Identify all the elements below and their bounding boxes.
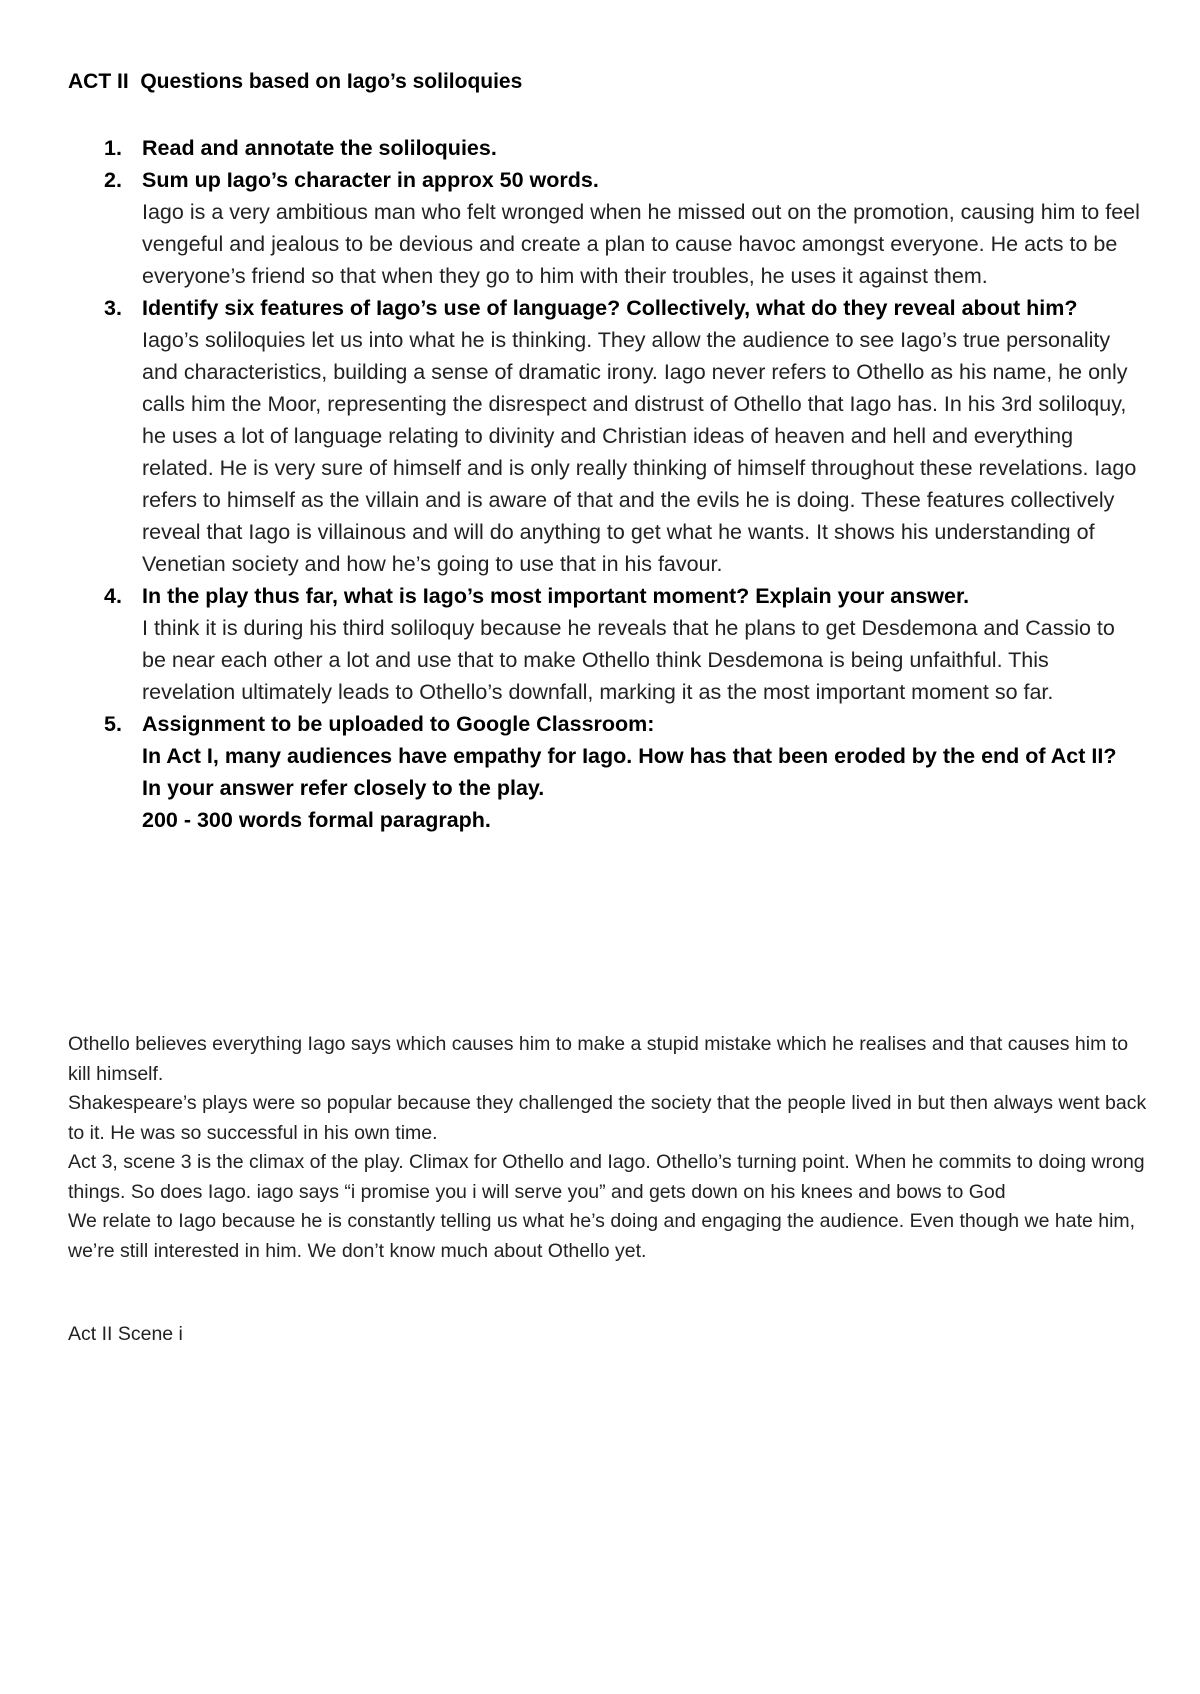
question-number: 4.: [104, 584, 122, 608]
question-list: [0, 132, 1200, 836]
question-item: [0, 580, 1200, 708]
question-prompt: Identify six features of Iago’s use of language? Collectively, what do they reveal about him?: [142, 296, 1078, 320]
answer-text: I think it is during his third soliloquy because he reveals that he plans to get Desdemona and Cassio to be near each other a lot and use that to make Othello think Desdemona is being unfaithful. This revelation ultimately leads to Othello’s downfall, marking it as the most important moment so far.: [142, 616, 1115, 704]
question-number: 3.: [104, 296, 122, 320]
scene-heading: Act II Scene i: [68, 1323, 183, 1345]
note-paragraph: Othello believes everything Iago says which causes him to make a stupid mistake which he realises and that causes him to kill himself.: [68, 1033, 1129, 1085]
answer-text: Iago’s soliloquies let us into what he is thinking. They allow the audience to see Iago’s true personality and characteristics, building a sense of dramatic irony. Iago never refers to Othello as his name, he only calls him the Moor, representing the disrespect and distrust of Othello that Iago has. In his 3rd soliloquy, he uses a lot of language relating to divinity and Christian ideas of heaven and hell and everything related. He is very sure of himself and is only really thinking of himself throughout these revelations. Iago refers to himself as the villain and is aware of that and the evils he is doing. These features collectively reveal that Iago is villainous and will do anything to get what he wants. It shows his understanding of Venetian society and how he’s going to use that in his favour.: [142, 328, 1137, 576]
question-number: 1.: [104, 136, 122, 160]
question-prompt: In the play thus far, what is Iago’s most important moment? Explain your answer.: [142, 584, 970, 608]
question-item: [0, 164, 1200, 292]
page-title: ACT II Questions based on Iago’s soliloquies: [68, 70, 523, 93]
assignment-word-count: 200 - 300 words formal paragraph.: [142, 808, 491, 832]
question-prompt: Read and annotate the soliloquies.: [142, 136, 497, 160]
note-paragraph: Act 3, scene 3 is the climax of the play. Climax for Othello and Iago. Othello’s turning point. When he commits to doing wrong things. So does Iago. iago says “i promise you i will serve you” and gets down on his knees and bows to God: [68, 1151, 1145, 1203]
question-prompt: Sum up Iago’s character in approx 50 words.: [142, 168, 599, 192]
question-item: [0, 708, 1200, 836]
question-number: 2.: [104, 168, 122, 192]
question-item: [0, 132, 1200, 164]
answer-text: Iago is a very ambitious man who felt wronged when he missed out on the promotion, causing him to feel vengeful and jealous to be devious and create a plan to cause havoc amongst everyone. He acts to be everyone’s friend so that when they go to him with their troubles, he uses it against them.: [142, 200, 1140, 288]
assignment-heading: Assignment to be uploaded to Google Classroom:: [142, 712, 655, 736]
class-notes: [68, 1030, 1148, 1266]
assignment-question: In Act I, many audiences have empathy for Iago. How has that been eroded by the end of Act II?: [142, 744, 1117, 768]
question-item: [0, 292, 1200, 580]
note-paragraph: We relate to Iago because he is constantly telling us what he’s doing and engaging the audience. Even though we hate him, we’re still interested in him. We don’t know much about Othello yet.: [68, 1210, 1136, 1262]
note-paragraph: Shakespeare’s plays were so popular because they challenged the society that the people lived in but then always went back to it. He was so successful in his own time.: [68, 1092, 1147, 1144]
question-number: 5.: [104, 712, 122, 736]
assignment-instruction: In your answer refer closely to the play.: [142, 776, 545, 800]
